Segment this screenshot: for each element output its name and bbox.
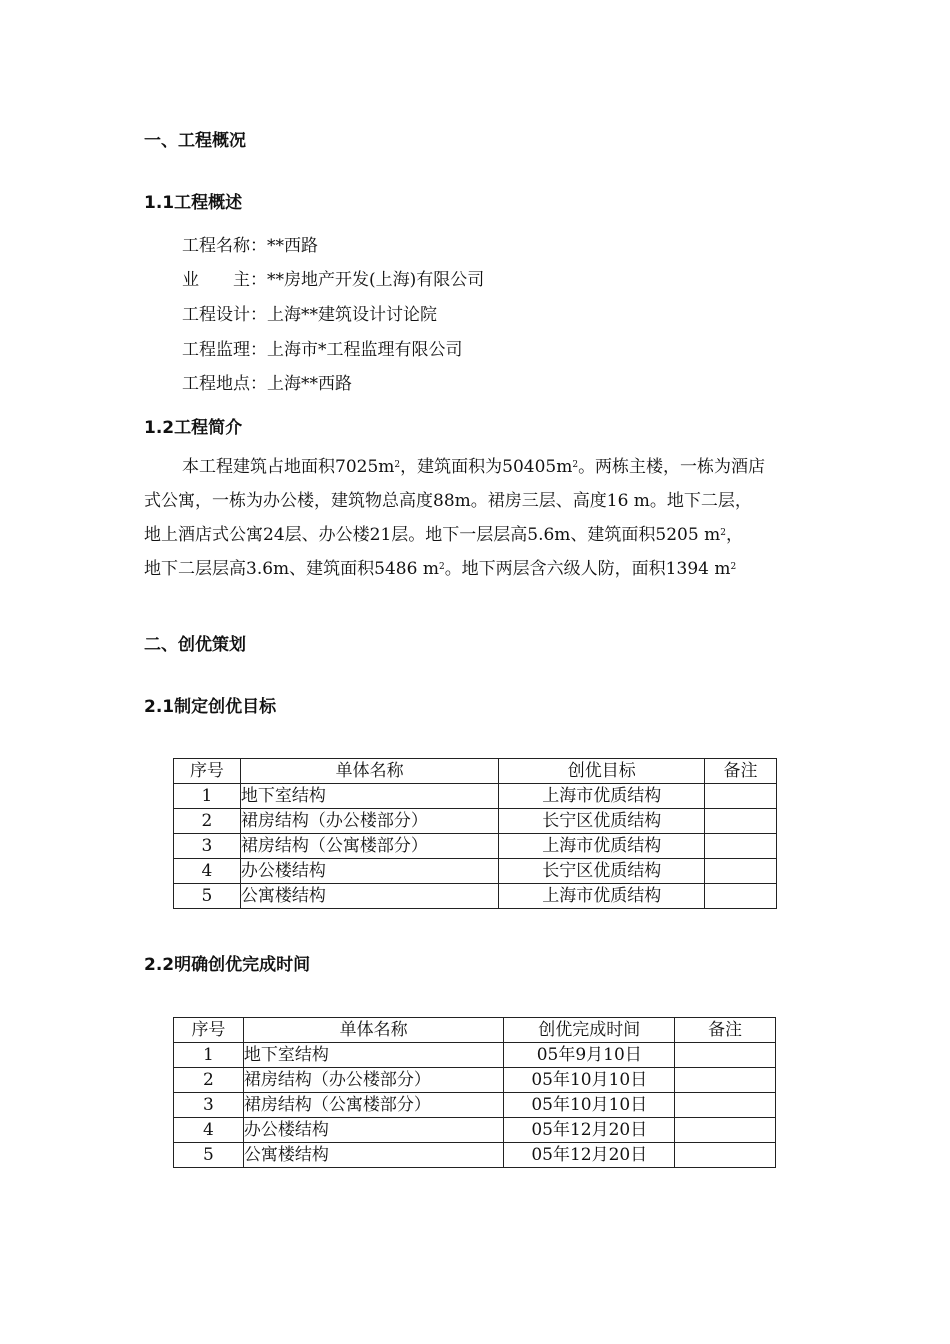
table-cell [675,1118,776,1143]
table-row [174,1118,776,1143]
designer-value: 上海**建筑设计讨论院 [267,305,437,325]
header-cell: 创优完成时间 [504,1018,675,1043]
table-cell: 上海市优质结构 [499,884,705,909]
header-cell: 备注 [705,759,777,784]
project-name-label: 工程名称： [182,236,267,256]
table-cell: 公寓楼结构 [243,1143,504,1168]
table-cell: 5 [174,884,241,909]
table-cell: 2 [174,1068,244,1093]
table-cell: 办公楼结构 [240,859,499,884]
table-cell: 2 [174,809,241,834]
table-cell: 3 [174,834,241,859]
table-cell [705,884,777,909]
table-cell: 地下室结构 [243,1043,504,1068]
table-row [174,859,777,884]
header-cell: 创优目标 [499,759,705,784]
table-cell: 4 [174,859,241,884]
table-cell: 4 [174,1118,244,1143]
location-line [182,369,352,394]
table-row [174,784,777,809]
table-cell [675,1068,776,1093]
table-cell: 05年10月10日 [504,1093,675,1118]
subsection-2-1-heading: 2.1制定创优目标 [144,697,277,717]
table-cell: 3 [174,1093,244,1118]
description-line-3: 地上酒店式公寓24层、办公楼21层。地下一层层高5.6m、建筑面积5205 $m^2$， [144,525,743,545]
table-cell: 地下室结构 [240,784,499,809]
table-cell [705,859,777,884]
project-name-line [182,231,318,256]
table-cell: 裙房结构（公寓楼部分） [240,834,499,859]
section-2-heading: 二、创优策划 [144,635,246,655]
owner-label: 业 主： [182,270,267,290]
table-cell: 5 [174,1143,244,1168]
designer-label: 工程设计： [182,305,267,325]
table-cell: 05年12月20日 [504,1118,675,1143]
header-cell: 备注 [675,1018,776,1043]
project-name-value: **西路 [267,236,318,256]
table-cell: 长宁区优质结构 [499,859,705,884]
table-row [174,1068,776,1093]
table-cell: 上海市优质结构 [499,784,705,809]
target-table [173,758,777,909]
description-line-4: 地下二层层高3.6m、建筑面积5486 $m^2$。地下两层含六级人防，面积1394 $m^2$ [144,559,737,579]
table-header-row [174,1018,776,1043]
header-cell: 序号 [174,1018,244,1043]
description-line-2: 式公寓，一栋为办公楼，建筑物总高度88m。裙房三层、高度16 m。地下二层， [144,491,752,511]
table-row [174,884,777,909]
table-cell: 裙房结构（办公楼部分） [243,1068,504,1093]
table-cell: 长宁区优质结构 [499,809,705,834]
project-description [144,450,834,586]
table-header-row [174,759,777,784]
table-cell: 05年9月10日 [504,1043,675,1068]
table-row [174,834,777,859]
table-cell: 1 [174,1043,244,1068]
table-cell: 1 [174,784,241,809]
supervisor-label: 工程监理： [182,340,267,360]
location-label: 工程地点： [182,374,267,394]
header-cell: 单体名称 [240,759,499,784]
table-cell: 裙房结构（公寓楼部分） [243,1093,504,1118]
table-row [174,1093,776,1118]
table-cell: 裙房结构（办公楼部分） [240,809,499,834]
completion-table [173,1017,776,1168]
table-cell: 05年12月20日 [504,1143,675,1168]
table-cell: 上海市优质结构 [499,834,705,859]
table-cell [705,834,777,859]
header-cell: 单体名称 [243,1018,504,1043]
description-line-1: 本工程建筑占地面积$7025m^2$，建筑面积为$50405m^2$。两栋主楼，一栋为酒店 [182,457,766,477]
designer-line [182,300,437,325]
table-cell [705,809,777,834]
table-row [174,1043,776,1068]
table-cell [705,784,777,809]
subsection-1-1-heading: 1.1工程概述 [144,193,243,213]
supervisor-value: 上海市*工程监理有限公司 [267,340,463,360]
table-cell: 公寓楼结构 [240,884,499,909]
table-cell [675,1143,776,1168]
location-value: 上海**西路 [267,374,352,394]
owner-value: **房地产开发(上海)有限公司 [267,270,485,290]
owner-line [182,265,484,290]
header-cell: 序号 [174,759,241,784]
table-row [174,809,777,834]
table-cell: 办公楼结构 [243,1118,504,1143]
supervisor-line [182,335,463,360]
table-cell [675,1043,776,1068]
subsection-1-2-heading: 1.2工程简介 [144,418,243,438]
table-row [174,1143,776,1168]
table-cell [675,1093,776,1118]
section-1-heading: 一、工程概况 [144,131,246,151]
subsection-2-2-heading: 2.2明确创优完成时间 [144,955,311,975]
table-cell: 05年10月10日 [504,1068,675,1093]
